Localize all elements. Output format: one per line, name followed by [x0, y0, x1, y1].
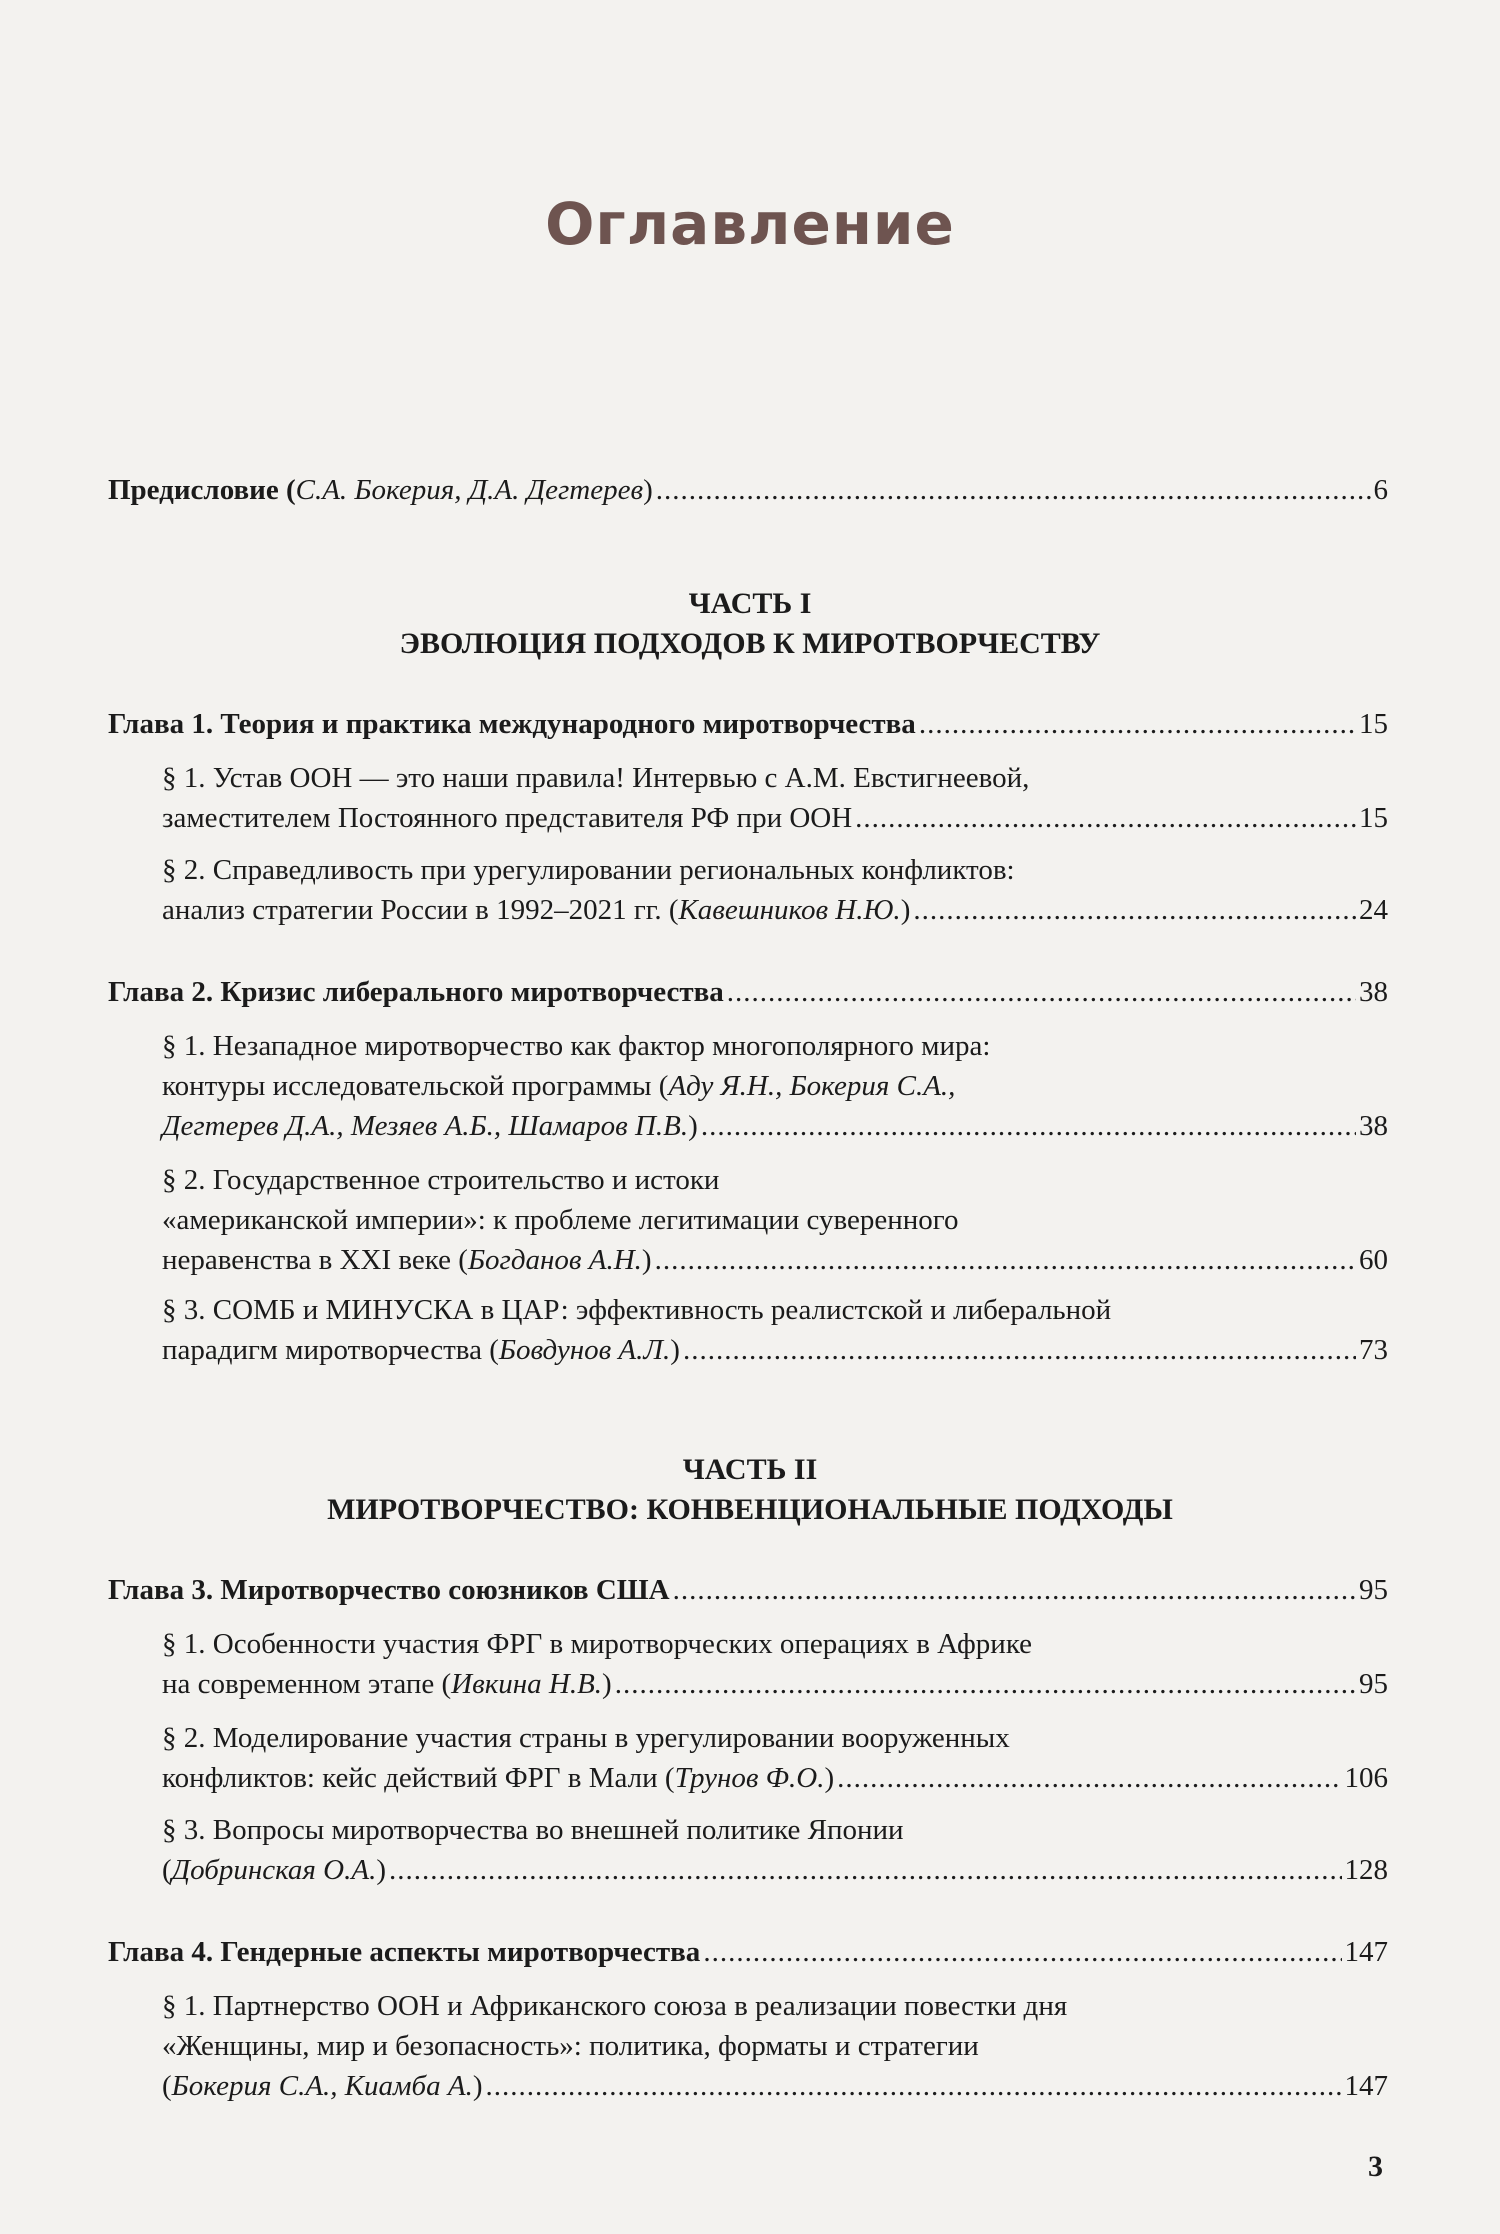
dot-leader: [727, 972, 1356, 1012]
entry-page: 73: [1359, 1334, 1388, 1366]
dot-leader: [673, 1570, 1356, 1610]
dot-leader: [656, 470, 1371, 510]
entry-line: § 2. Справедливость при урегулировании региональных конфликтов:: [162, 854, 1015, 886]
entry-label: Глава 1. Теория и практика международного миротворчества: [108, 708, 916, 740]
entry-page: 38: [1359, 976, 1388, 1008]
entry-authors: Трунов Ф.О.: [674, 1762, 825, 1794]
page-title: Оглавление: [545, 190, 955, 258]
toc-entry-4-1[interactable]: [162, 1986, 1388, 2106]
entry-close: ): [643, 474, 653, 506]
toc-entry-preface[interactable]: [108, 470, 1388, 510]
dot-leader: [919, 704, 1356, 744]
toc-entry-3-2[interactable]: [162, 1718, 1388, 1798]
dot-leader: [615, 1664, 1356, 1704]
entry-authors: Бовдунов А.Л.: [498, 1334, 671, 1366]
part-title: МИРОТВОРЧЕСТВО: КОНВЕНЦИОНАЛЬНЫЕ ПОДХОДЫ: [327, 1493, 1173, 1526]
entry-label: Глава 4. Гендерные аспекты миротворчества: [108, 1936, 701, 1968]
entry-line: § 3. СОМБ и МИНУСКА в ЦАР: эффективность реалистской и либеральной: [162, 1294, 1112, 1326]
toc-entry-2-3[interactable]: [162, 1290, 1388, 1370]
entry-line: анализ стратегии России в 1992–2021 гг. (: [162, 894, 679, 926]
entry-authors: Кавешников Н.Ю.: [678, 894, 901, 926]
dot-leader: [837, 1758, 1341, 1798]
entry-line: парадигм миротворчества (: [162, 1334, 499, 1366]
entry-page: 147: [1344, 2070, 1388, 2102]
entry-line: «Женщины, мир и безопасность»: политика, форматы и стратегии: [162, 2030, 979, 2062]
entry-line: на современном этапе (: [162, 1668, 452, 1700]
toc-entry-chapter-4[interactable]: [108, 1932, 1388, 1972]
toc-entry-2-2[interactable]: [162, 1160, 1388, 1280]
dot-leader: [855, 798, 1356, 838]
entry-page: 15: [1359, 802, 1388, 834]
entry-page: 15: [1359, 708, 1388, 740]
entry-close: ): [602, 1668, 612, 1700]
toc-entry-chapter-3[interactable]: [108, 1570, 1388, 1610]
dot-leader: [389, 1850, 1342, 1890]
entry-line: § 1. Незападное миротворчество как фактор многополярного мира:: [162, 1030, 991, 1062]
entry-line: § 1. Партнерство ООН и Африканского союза в реализации повестки дня: [162, 1990, 1068, 2022]
entry-line: конфликтов: кейс действий ФРГ в Мали (: [162, 1762, 675, 1794]
toc-entry-1-1[interactable]: [162, 758, 1388, 838]
entry-close: ): [641, 1244, 652, 1276]
entry-page: 60: [1359, 1244, 1388, 1276]
entry-authors: Аду Я.Н., Бокерия С.А.,: [668, 1070, 956, 1102]
part-label: ЧАСТЬ II: [682, 1453, 818, 1486]
entry-page: 38: [1359, 1110, 1388, 1142]
dot-leader: [701, 1106, 1356, 1146]
entry-page: 6: [1373, 474, 1388, 506]
toc-entry-3-1[interactable]: [162, 1624, 1388, 1704]
entry-label: Предисловие (: [108, 474, 296, 506]
dot-leader: [486, 2066, 1342, 2106]
entry-line: заместителем Постоянного представителя РФ при ООН: [162, 802, 853, 834]
part-label: ЧАСТЬ I: [688, 587, 812, 620]
dot-leader: [655, 1240, 1356, 1280]
entry-authors: Дегтерев Д.А., Мезяев А.Б., Шамаров П.В.: [162, 1110, 689, 1142]
entry-page: 106: [1344, 1762, 1388, 1794]
toc-entry-2-1[interactable]: [162, 1026, 1388, 1146]
entry-page: 24: [1359, 894, 1388, 926]
entry-line: § 2. Моделирование участия страны в урегулировании вооруженных: [162, 1722, 1010, 1754]
entry-authors: Ивкина Н.В.: [451, 1668, 603, 1700]
entry-line: неравенства в XXI веке (: [162, 1244, 468, 1276]
entry-page: 147: [1344, 1936, 1388, 1968]
entry-authors: Богданов А.Н.: [467, 1244, 642, 1276]
entry-close: ): [670, 1334, 680, 1366]
entry-authors: С.А. Бокерия, Д.А. Дегтерев: [295, 474, 644, 506]
entry-line: (: [162, 1854, 172, 1886]
entry-close: ): [824, 1762, 835, 1794]
entry-authors: Добринская О.А.: [171, 1854, 377, 1886]
entry-label: Глава 2. Кризис либерального миротворчества: [108, 976, 724, 1008]
entry-line: (: [162, 2070, 172, 2102]
toc-entry-3-3[interactable]: [162, 1810, 1388, 1890]
toc-entry-1-2[interactable]: [162, 850, 1388, 930]
toc-entry-chapter-1[interactable]: [108, 704, 1388, 744]
entry-line: § 2. Государственное строительство и истоки: [162, 1164, 720, 1196]
entry-page: 95: [1359, 1668, 1388, 1700]
dot-leader: [683, 1330, 1356, 1370]
entry-close: ): [472, 2070, 483, 2102]
entry-close: ): [376, 1854, 386, 1886]
entry-close: ): [688, 1110, 698, 1142]
entry-label: Глава 3. Миротворчество союзников США: [108, 1574, 670, 1606]
entry-line: контуры исследовательской программы (: [162, 1070, 669, 1102]
page-number: 3: [1368, 2150, 1383, 2183]
entry-line: «американской империи»: к проблеме легитимации суверенного: [162, 1204, 959, 1236]
dot-leader: [913, 890, 1356, 930]
entry-page: 128: [1344, 1854, 1388, 1886]
entry-line: § 3. Вопросы миротворчества во внешней политике Японии: [162, 1814, 904, 1846]
dot-leader: [703, 1932, 1341, 1972]
entry-close: ): [900, 894, 911, 926]
entry-line: § 1. Устав ООН — это наши правила! Интервью с А.М. Евстигнеевой,: [162, 762, 1030, 794]
toc-entry-chapter-2[interactable]: [108, 972, 1388, 1012]
entry-line: § 1. Особенности участия ФРГ в миротворческих операциях в Африке: [162, 1628, 1033, 1660]
entry-page: 95: [1359, 1574, 1388, 1606]
part-title: ЭВОЛЮЦИЯ ПОДХОДОВ К МИРОТВОРЧЕСТВУ: [399, 627, 1101, 660]
entry-authors: Бокерия С.А., Киамба А.: [171, 2070, 473, 2102]
